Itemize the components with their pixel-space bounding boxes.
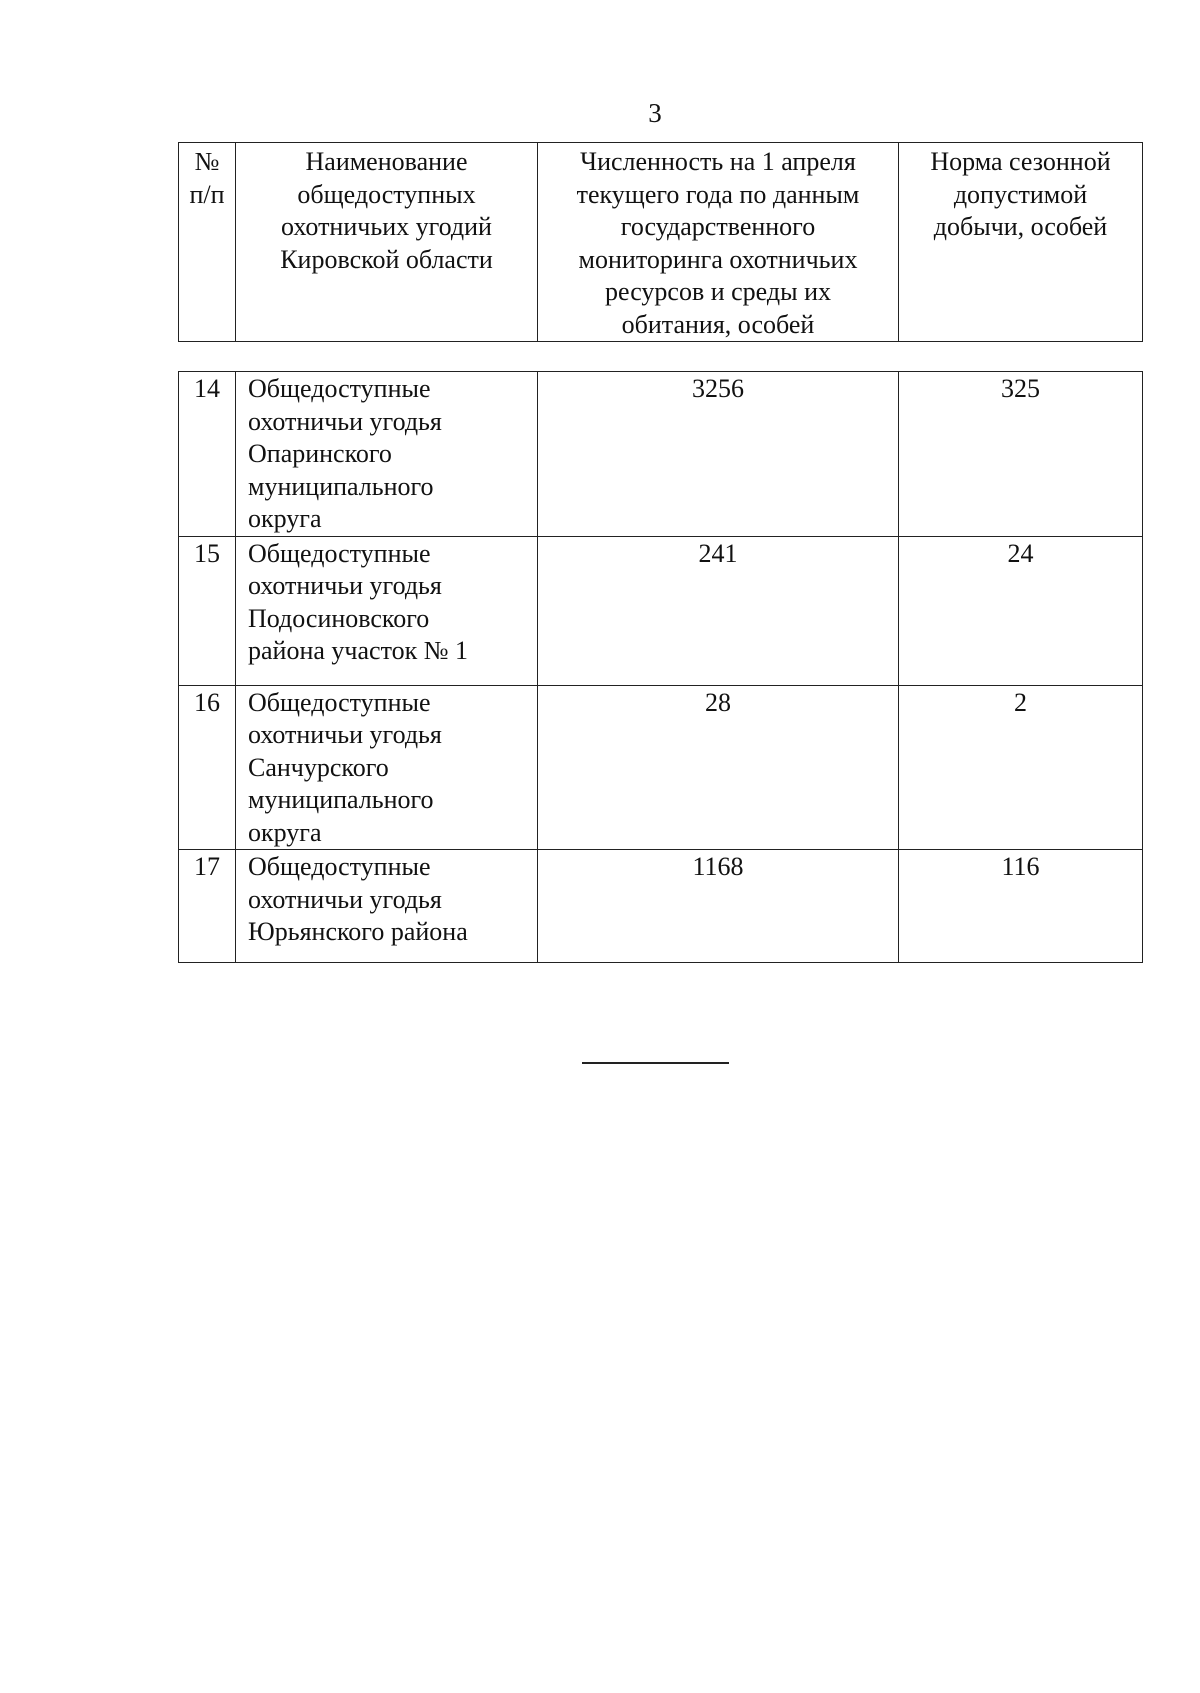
table-row [179, 850, 1143, 963]
row-quota: 24 [899, 536, 1143, 685]
table-row [179, 685, 1143, 850]
page-number: 3 [648, 98, 662, 128]
row-population: 3256 [538, 372, 899, 537]
header-population: Численность на 1 апреля текущего года по данным государственного мониторинга охотничьих ресурсов и среды их обитания, особей [538, 143, 899, 342]
header-row [179, 143, 1143, 342]
header-quota: Норма сезонной допустимой добычи, особей [899, 143, 1143, 342]
table-body [178, 371, 1143, 963]
row-name: Общедоступные охотничьи угодья Санчурского муниципального округа [236, 685, 538, 850]
table-row [179, 372, 1143, 537]
row-population: 241 [538, 536, 899, 685]
row-name: Общедоступные охотничьи угодья Подосиновского района участок № 1 [236, 536, 538, 685]
row-name: Общедоступные охотничьи угодья Юрьянского района [236, 850, 538, 963]
row-number: 14 [179, 372, 236, 537]
row-number: 17 [179, 850, 236, 963]
row-number: 15 [179, 536, 236, 685]
row-number: 16 [179, 685, 236, 850]
header-name: Наименование общедоступных охотничьих угодий Кировской области [236, 143, 538, 342]
table-row [179, 536, 1143, 685]
header-number: № п/п [179, 143, 236, 342]
end-of-document-rule [582, 1062, 729, 1064]
row-quota: 116 [899, 850, 1143, 963]
row-name: Общедоступные охотничьи угодья Опаринского муниципального округа [236, 372, 538, 537]
row-quota: 2 [899, 685, 1143, 850]
row-quota: 325 [899, 372, 1143, 537]
table-header [178, 142, 1143, 342]
row-population: 1168 [538, 850, 899, 963]
row-population: 28 [538, 685, 899, 850]
